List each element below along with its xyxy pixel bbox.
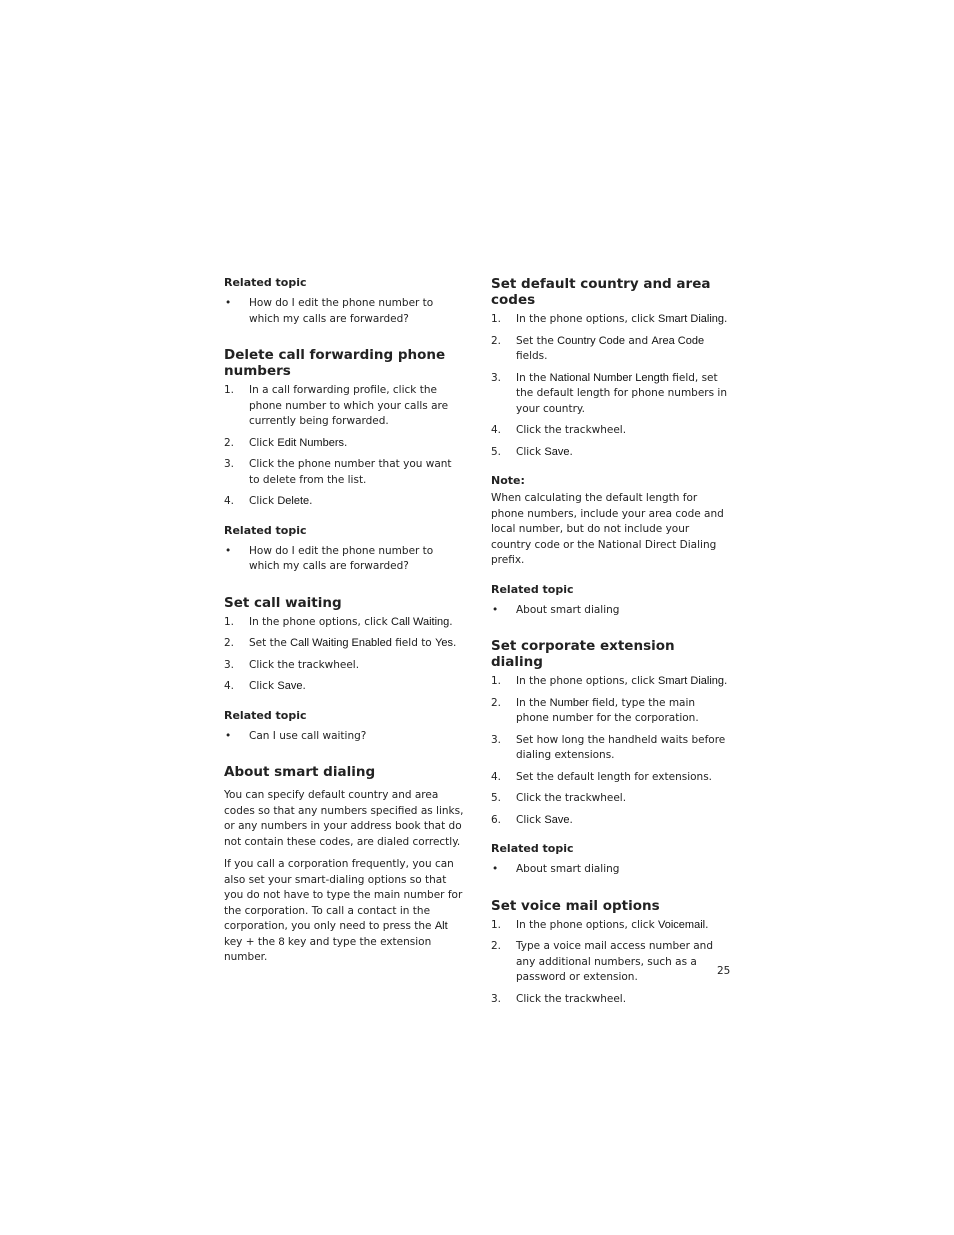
related-topic-list [491, 862, 731, 878]
step-number: 2. [491, 940, 502, 952]
related-topic-list [224, 544, 464, 575]
step-text: . [724, 313, 728, 325]
related-topic-label: Related topic [491, 842, 574, 855]
step-text: Click the trackwheel. [249, 658, 360, 671]
step-number: 1. [224, 384, 235, 396]
related-topic-link[interactable]: Can I use call waiting? [249, 729, 367, 742]
step-text: . [453, 637, 457, 649]
step-text: field to [391, 637, 436, 649]
related-topic-link[interactable]: How do I edit the phone number to which my calls are forwarded? [249, 297, 434, 325]
step-number: 1. [491, 918, 502, 931]
section-title: Set call waiting [224, 594, 342, 611]
related-topic-list [491, 603, 731, 619]
related-topic-link[interactable]: About smart dialing [516, 863, 620, 875]
step-text: . [705, 918, 709, 931]
step-text: . [569, 445, 573, 458]
steps-list [491, 674, 731, 828]
list-item [491, 674, 731, 690]
paragraph: You can specify default country and area codes so that any numbers specified as links, or any numbers in your address book that do not contain these codes, are dialed correctly. [224, 789, 464, 848]
step-number: 2. [491, 696, 502, 709]
list-item [224, 383, 464, 430]
ui-term: Delete [277, 495, 310, 507]
step-number: 2. [491, 334, 502, 347]
section-title: Set default country and area codes [491, 276, 711, 308]
step-number: 4. [224, 680, 235, 692]
related-topic-list [224, 296, 464, 327]
step-text: and [625, 334, 652, 347]
step-text: Click the trackwheel. [516, 424, 627, 436]
step-number: 1. [491, 675, 502, 687]
list-item [491, 423, 731, 439]
steps-list [491, 312, 731, 460]
paragraph [224, 857, 464, 966]
step-number: 3. [491, 992, 502, 1005]
step-text: Set how long the handheld waits before dialing extensions. [516, 733, 726, 761]
step-text: field, type the main phone number for the corporation. [516, 696, 699, 724]
bullet-icon: • [492, 863, 499, 875]
step-text: In a call forwarding profile, click the phone number to which your calls are currently being forwarded. [249, 384, 449, 427]
ui-term: Number [549, 696, 589, 709]
list-item [491, 813, 731, 829]
step-text: . [344, 436, 348, 449]
step-text: Click the phone number that you want to delete from the list. [249, 458, 452, 486]
step-text: Set the [516, 334, 558, 347]
step-number: 2. [224, 436, 235, 449]
step-text: Set the [249, 637, 291, 649]
step-text: . [569, 813, 573, 826]
list-item [491, 603, 731, 619]
list-item [224, 494, 464, 510]
step-text: fields. [516, 350, 548, 362]
step-number: 4. [491, 770, 502, 783]
step-number: 3. [224, 658, 235, 671]
step-number: 3. [491, 371, 502, 384]
ui-term: Alt [434, 920, 448, 932]
step-text: Type a voice mail access number and any additional numbers, such as a password or extension. [516, 940, 713, 983]
note-label: Note: [491, 474, 525, 487]
list-item [491, 862, 731, 878]
bullet-icon: • [225, 297, 232, 309]
list-item [491, 445, 731, 461]
related-topic-link[interactable]: About smart dialing [516, 603, 620, 616]
ui-term: Call Waiting [391, 615, 450, 628]
list-item [491, 696, 731, 727]
list-item [491, 334, 731, 365]
list-item [491, 312, 731, 328]
section-title: About smart dialing [224, 764, 376, 780]
step-text: In the phone options, click [516, 675, 659, 687]
step-number: 3. [224, 458, 235, 470]
ui-term: Voicemail [658, 918, 706, 931]
list-item [491, 733, 731, 764]
paragraph-text: key and type the extension number. [224, 935, 432, 963]
related-topic-list [224, 729, 464, 745]
step-text: In the [516, 371, 550, 384]
page-number: 25 [717, 965, 731, 977]
list-item [224, 636, 464, 652]
ui-term: Save [544, 445, 570, 458]
related-topic-label: Related topic [224, 523, 307, 537]
step-text: Click the trackwheel. [516, 992, 627, 1005]
ui-term: Save [277, 680, 303, 692]
list-item [491, 992, 731, 1008]
step-number: 3. [491, 733, 502, 746]
ui-term: National Number Length [549, 371, 669, 384]
step-text: In the [516, 696, 550, 709]
ui-term: 8 [278, 935, 285, 948]
step-text: In the phone options, click [516, 313, 659, 325]
step-number: 2. [224, 637, 235, 649]
section-title: Set voice mail options [491, 897, 660, 914]
step-text: In the phone options, click [249, 615, 392, 628]
list-item [224, 457, 464, 488]
steps-list [224, 383, 464, 510]
list-item [224, 544, 464, 575]
step-text: In the phone options, click [516, 918, 659, 931]
step-text: Click [249, 436, 278, 449]
ui-term: Smart Dialing [658, 675, 725, 687]
step-number: 1. [491, 313, 502, 325]
list-item [224, 679, 464, 695]
list-item [491, 939, 731, 986]
step-text: Set the default length for extensions. [516, 770, 713, 783]
step-number: 6. [491, 813, 502, 826]
step-text: Click the trackwheel. [516, 792, 627, 804]
left-column [224, 276, 464, 973]
steps-list [224, 615, 464, 695]
step-text: . [302, 680, 306, 692]
ui-term: Country Code [557, 334, 626, 347]
list-item [224, 658, 464, 674]
ui-term: Edit Numbers [277, 436, 344, 449]
step-text: . [309, 495, 313, 507]
list-item [224, 296, 464, 327]
list-item [491, 770, 731, 786]
ui-term: Area Code [651, 334, 705, 347]
related-topic-label: Related topic [224, 276, 307, 289]
step-number: 5. [491, 792, 502, 804]
paragraph-text: key + the [224, 935, 279, 948]
list-item [491, 371, 731, 418]
step-text: Click [516, 445, 545, 458]
ui-term: Yes [435, 637, 454, 649]
list-item [224, 615, 464, 631]
related-topic-label: Related topic [491, 582, 574, 596]
list-item [491, 918, 731, 934]
bullet-icon: • [225, 544, 232, 557]
steps-list [491, 918, 731, 1008]
step-number: 5. [491, 445, 502, 458]
step-text: Click [249, 680, 278, 692]
ui-term: Call Waiting Enabled [290, 637, 392, 649]
paragraph-text: If you call a corporation frequently, you can also set your smart-dialing options so that you do not have to type the main number for the corporation. To call a contact in the corporation, you only need to press the [224, 858, 463, 932]
bullet-icon: • [492, 603, 499, 616]
step-number: 4. [224, 495, 235, 507]
section-title: Delete call forwarding phone numbers [224, 347, 446, 379]
step-text: . [449, 615, 453, 628]
ui-term: Smart Dialing [658, 313, 725, 325]
right-column [491, 276, 731, 1021]
note-text: When calculating the default length for phone numbers, include your area code and local number, but do not include your country code or the National Direct Dialing prefix. [491, 492, 724, 566]
step-number: 1. [224, 615, 235, 628]
ui-term: Save [544, 813, 570, 826]
related-topic-link[interactable]: How do I edit the phone number to which my calls are forwarded? [249, 544, 434, 572]
list-item [491, 791, 731, 807]
related-topic-label: Related topic [224, 708, 307, 722]
step-text: field, set the default length for phone numbers in your country. [516, 371, 727, 415]
step-text: . [724, 675, 728, 687]
list-item [224, 729, 464, 745]
list-item [224, 436, 464, 452]
step-text: Click [249, 495, 278, 507]
step-text: Click [516, 813, 545, 826]
section-title: Set corporate extension dialing [491, 638, 675, 670]
bullet-icon: • [225, 729, 232, 742]
step-number: 4. [491, 424, 502, 436]
